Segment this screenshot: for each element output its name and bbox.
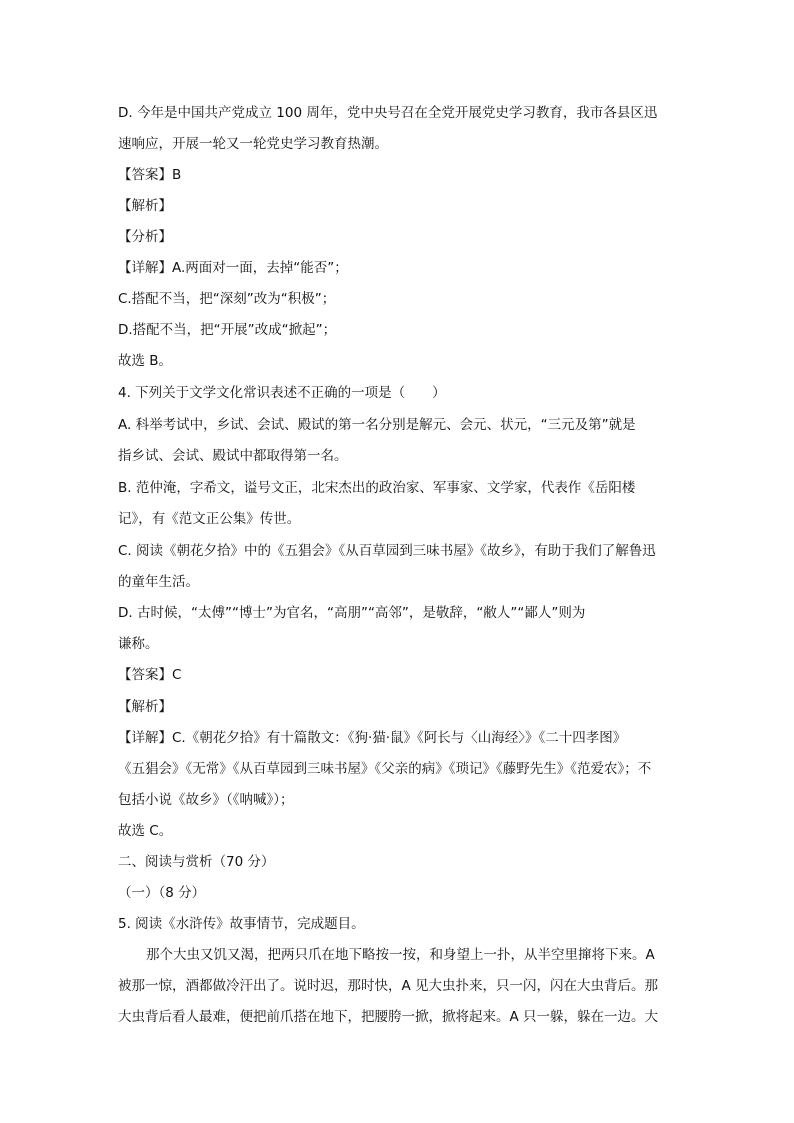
text-line: D.搭配不当，把“开展”改成“掀起”； [118, 322, 337, 338]
text-line: 包括小说《故乡》（《呐喊》）； [118, 792, 294, 808]
analysis-label: 【解析】 [118, 699, 172, 715]
text-line: 记》，有《范文正公集》传世。 [118, 511, 301, 527]
text-line: 故选 C。 [118, 823, 173, 839]
text-line: 故选 B。 [118, 353, 173, 369]
text-line: 【详解】A.两面对一面，去掉“能否”； [118, 260, 348, 276]
answer-label: 【答案】C [118, 667, 182, 683]
option-c: C. 阅读《朝花夕拾》中的《五猖会》《从百草园到三味书屋》《故乡》，有助于我们了解鲁迅 [118, 543, 656, 559]
question-title: 4. 下列关于文学文化常识表述不正确的一项是（ ） [118, 385, 446, 401]
section-heading: 二、阅读与赏析（70 分） [118, 854, 275, 870]
analysis-label: 【解析】 [118, 198, 172, 214]
text-line: 【详解】C.《朝花夕拾》有十篇散文：《狗·猫·鼠》《阿长与〈山海经〉》《二十四孝图》 [118, 730, 627, 746]
passage-line: 大虫背后看人最难，便把前爪搭在地下，把腰胯一掀，掀将起来。A 只一躲，躲在一边。大 [118, 1009, 659, 1025]
analysis-sub-label: 【分析】 [118, 229, 172, 245]
text-line: 谦称。 [118, 636, 159, 652]
subsection-heading: （一）（8 分） [118, 885, 206, 901]
text-line: C.搭配不当，把“深刻”改为“积极”； [118, 291, 336, 307]
question-title: 5. 阅读《水浒传》故事情节，完成题目。 [118, 916, 365, 932]
text-line: 速响应，开展一轮又一轮党史学习教育热潮。 [118, 136, 388, 152]
option-a: A. 科举考试中，乡试、会试、殿试的第一名分别是解元、会元、状元，“三元及第”就是 [118, 417, 636, 433]
text-line: 《五猖会》《无常》《从百草园到三味书屋》《父亲的病》《琐记》《藤野先生》《范爱农》；不 [118, 761, 652, 777]
option-b: B. 范仲淹，字希文，谥号文正，北宋杰出的政治家、军事家、文学家，代表作《岳阳楼 [118, 480, 636, 496]
text-line: D. 今年是中国共产党成立 100 周年，党中央号召在全党开展党史学习教育，我市各县区迅 [118, 105, 658, 121]
passage-line: 被那一惊，酒都做冷汗出了。说时迟，那时快，A 见大虫扑来，只一闪，闪在大虫背后。那 [118, 978, 659, 994]
text-line: 指乡试、会试、殿试中都取得第一名。 [118, 448, 348, 464]
answer-label: 【答案】B [118, 167, 182, 183]
option-d: D. 古时候，“太傅”“博士”为官名，“高朋”“高邻”，是敬辞，“敝人”“鄙人”则为 [118, 605, 586, 621]
passage-line: 那个大虫又饥又渴，把两只爪在地下略按一按，和身望上一扑，从半空里撺将下来。A [146, 947, 655, 963]
text-line: 的童年生活。 [118, 574, 199, 590]
